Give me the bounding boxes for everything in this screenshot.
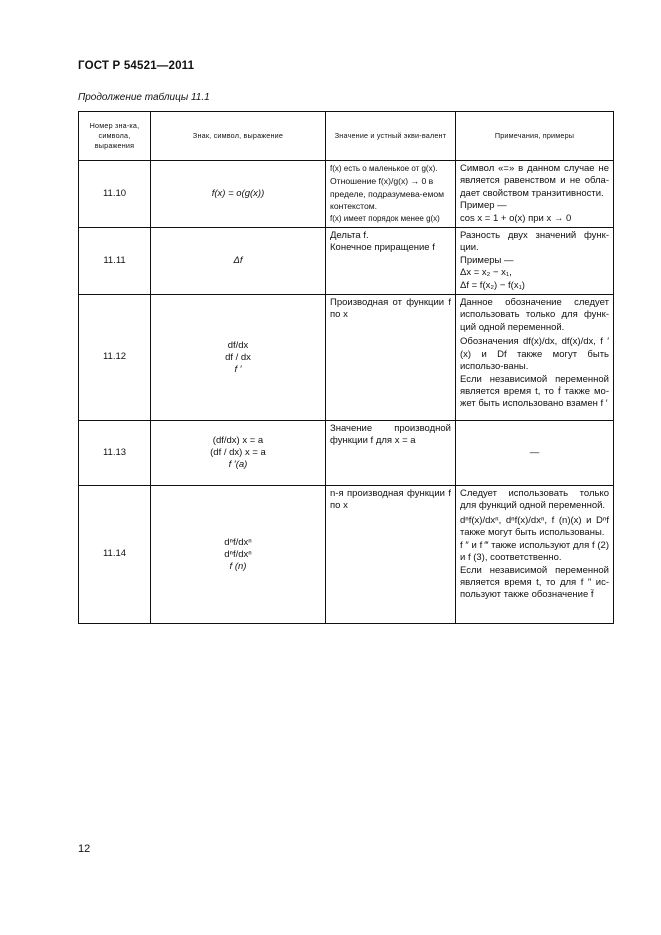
note-line: — <box>529 446 540 458</box>
symbols-table <box>78 111 614 624</box>
table-row <box>79 295 614 421</box>
meaning-line: Производная от функции f по x <box>330 297 451 321</box>
table-row <box>79 161 614 228</box>
symbol-line: dⁿf/dxⁿ <box>224 548 252 560</box>
row-number: 11.14 <box>79 486 151 624</box>
header-symbol: Знак, символ, выражение <box>151 112 326 161</box>
note-line: dⁿf(x)/dxⁿ, dⁿf(x)/dxⁿ, f (n)(x) и Dⁿf также могут быть использованы. <box>460 514 609 539</box>
symbol-line: (df / dx) x = a <box>210 447 266 459</box>
note-line: Пример — <box>460 200 507 212</box>
row-meaning <box>326 161 456 228</box>
row-symbol <box>151 161 326 228</box>
page-number: 12 <box>78 843 91 855</box>
symbol-text: f(x) = o(g(x)) <box>211 187 265 199</box>
row-notes <box>456 161 614 228</box>
row-meaning <box>326 486 456 624</box>
row-number: 11.12 <box>79 295 151 421</box>
note-line: Следует использовать только для функций одной переменной. <box>460 488 609 512</box>
note-line: Данное обозначение следует использовать только для функ-ций одной переменной. <box>460 297 609 333</box>
symbol-line: f (n) <box>229 560 247 572</box>
row-notes <box>456 486 614 624</box>
symbol-line: dⁿf/dxⁿ <box>224 536 252 548</box>
row-meaning <box>326 228 456 295</box>
meaning-line: f(x) есть o маленькое от g(x). <box>330 164 438 173</box>
table-row <box>79 421 614 486</box>
symbol-line: df/dx <box>227 339 249 351</box>
table-header-row <box>79 112 614 161</box>
table-caption: Продолжение таблицы 11.1 <box>78 92 210 103</box>
note-line: Если независимой переменной является время t, то для f ″ ис-пользуют также обозначение f̈ <box>460 564 609 601</box>
note-line: Символ «=» в данном случае не является равенством и не обла-дает свойством транзитивности. <box>460 163 609 199</box>
meaning-line: f(x) имеет порядок менее g(x) <box>330 213 440 223</box>
header-number: Номер зна-ка, символа, выражения <box>79 112 151 161</box>
meaning-line: Значение производной функции f для x = a <box>330 423 451 447</box>
document-title: ГОСТ Р 54521—2011 <box>78 60 195 72</box>
note-line: Если независимой переменной является время t, то ḟ также мо-жет быть использовано взамен f ′ <box>460 373 609 410</box>
note-line: Разность двух значений функ-ции. <box>460 230 609 254</box>
note-line: Δf = f(x₂) − f(x₁) <box>460 279 525 291</box>
symbol-line: df / dx <box>225 351 251 363</box>
meaning-line: Дельта f. <box>330 230 369 242</box>
row-notes <box>456 295 614 421</box>
note-line: Обозначения df(x)/dx, df(x)/dx, f ′(x) и Df также могут быть использо-ваны. <box>460 336 609 373</box>
note-line: f ″ и f ‴ также используют для f (2) и f (3), соответственно. <box>460 539 609 564</box>
row-symbol <box>151 295 326 421</box>
row-number: 11.11 <box>79 228 151 295</box>
symbol-line: f ′(a) <box>228 459 248 471</box>
note-line: Δx = x₂ − x₁, <box>460 267 512 279</box>
meaning-line: n-я производная функции f по x <box>330 488 451 512</box>
symbol-line: f ′ <box>234 363 242 375</box>
row-symbol <box>151 421 326 486</box>
row-notes <box>456 421 614 486</box>
note-line: Примеры — <box>460 254 514 266</box>
header-notes: Примечания, примеры <box>456 112 614 161</box>
row-number: 11.13 <box>79 421 151 486</box>
table-row <box>79 486 614 624</box>
row-symbol <box>151 486 326 624</box>
meaning-line: Отношение f(x)/g(x) → 0 в пределе, подразумева-емом контекстом. <box>330 176 445 212</box>
row-meaning <box>326 421 456 486</box>
table-row <box>79 228 614 295</box>
symbol-line: (df/dx) x = a <box>212 435 264 447</box>
row-symbol <box>151 228 326 295</box>
row-meaning <box>326 295 456 421</box>
row-notes <box>456 228 614 295</box>
header-meaning: Значение и устный экви-валент <box>326 112 456 161</box>
meaning-line: Конечное приращение f <box>330 242 435 254</box>
symbol-text: Δf <box>233 254 243 266</box>
row-number: 11.10 <box>79 161 151 228</box>
note-line: cos x = 1 + o(x) при x → 0 <box>460 212 572 224</box>
